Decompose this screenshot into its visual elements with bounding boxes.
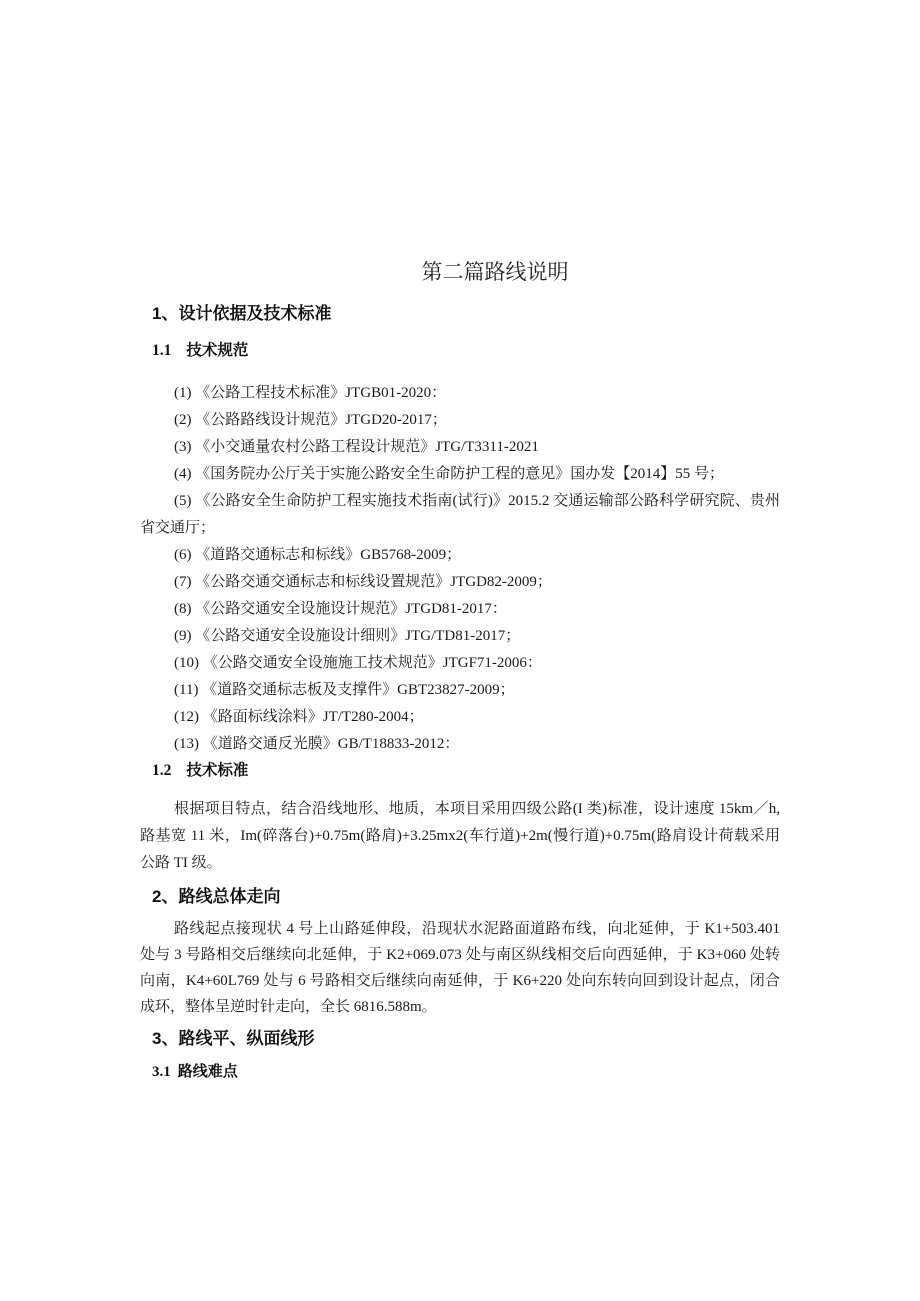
route-direction-paragraph: 路线起点接现状 4 号上山路延伸段，沿现状水泥路面道路布线，向北延伸，于 K1+503.401 处与 3 号路相交后继续向北延伸，于 K2+069.073 处与南区纵线相交后向西延伸，于 K3+060 处转向南，K4+60L769 处与 6 号路相交后继续向南延伸，于 K6+220 处向东转向回到设计起点，闭合成环，整体呈逆时针走向，全长 6816.588m。 bbox=[140, 921, 780, 1015]
reference-item: (10) 《公路交通安全设施施工技术规范》JTGF71-2006： bbox=[174, 655, 542, 671]
reference-item: (9) 《公路交通安全设施设计细则》JTG/TD81-2017； bbox=[174, 628, 521, 644]
subsection-title: 路线难点 bbox=[177, 1063, 238, 1080]
reference-item: (11) 《道路交通标志板及支撑件》GBT23827-2009； bbox=[174, 682, 515, 698]
subsection-technical-specs bbox=[152, 340, 780, 362]
reference-item: (13) 《道路交通反光膜》GB/T18833-2012： bbox=[174, 736, 460, 752]
subsection-number: 3.1 bbox=[152, 1064, 171, 1080]
page-title: 第二篇路线说明 bbox=[421, 260, 569, 284]
subsection-technical-standard bbox=[152, 760, 780, 782]
reference-item: (8) 《公路交通安全设施设计规范》JTGD81-2017： bbox=[174, 601, 507, 617]
section-heading-design-basis: 1、设计依据及技术标准 bbox=[152, 304, 332, 323]
section-heading-alignment: 3、路线平、纵面线形 bbox=[152, 1029, 315, 1048]
subsection-number: 1.2 bbox=[152, 762, 172, 779]
section-heading-route-direction: 2、路线总体走向 bbox=[152, 887, 281, 906]
reference-item: (3) 《小交通量农村公路工程设计规范》JTG/T3311-2021 bbox=[174, 439, 539, 455]
reference-item: (6) 《道路交通标志和标线》GB5768-2009； bbox=[174, 547, 462, 563]
reference-item: (7) 《公路交通交通标志和标线设置规范》JTGD82-2009； bbox=[174, 574, 552, 590]
subsection-title: 技术标准 bbox=[186, 762, 249, 779]
reference-list bbox=[140, 380, 780, 758]
reference-item: (2) 《公路路线设计规范》JTGD20-2017； bbox=[174, 412, 447, 428]
reference-item: (5) 《公路安全生命防护工程实施技术指南(试行)》2015.2 交通运输部公路科学研究院、贵州省交通厅； bbox=[140, 493, 780, 536]
reference-item: (1) 《公路工程技术标准》JTGB01-2020： bbox=[174, 385, 447, 401]
reference-item: (4) 《国务院办公厅关于实施公路安全生命防护工程的意见》国办发【2014】55 号； bbox=[174, 466, 724, 482]
technical-standard-paragraph: 根据项目特点，结合沿线地形、地质，本项目采用四级公路(I 类)标准，设计速度 15km／h, 路基宽 11 米，Im(碎落台)+0.75m(路肩)+3.25mx2(车行道)+2m(慢行道)+0.75m(路肩设计荷载采用公路 TI 级。 bbox=[140, 801, 780, 871]
subsection-number: 1.1 bbox=[152, 342, 172, 359]
subsection-title: 技术规范 bbox=[186, 342, 249, 359]
reference-item: (12) 《路面标线涂料》JT/T280-2004； bbox=[174, 709, 424, 725]
subsection-route-difficulty bbox=[152, 1061, 780, 1083]
